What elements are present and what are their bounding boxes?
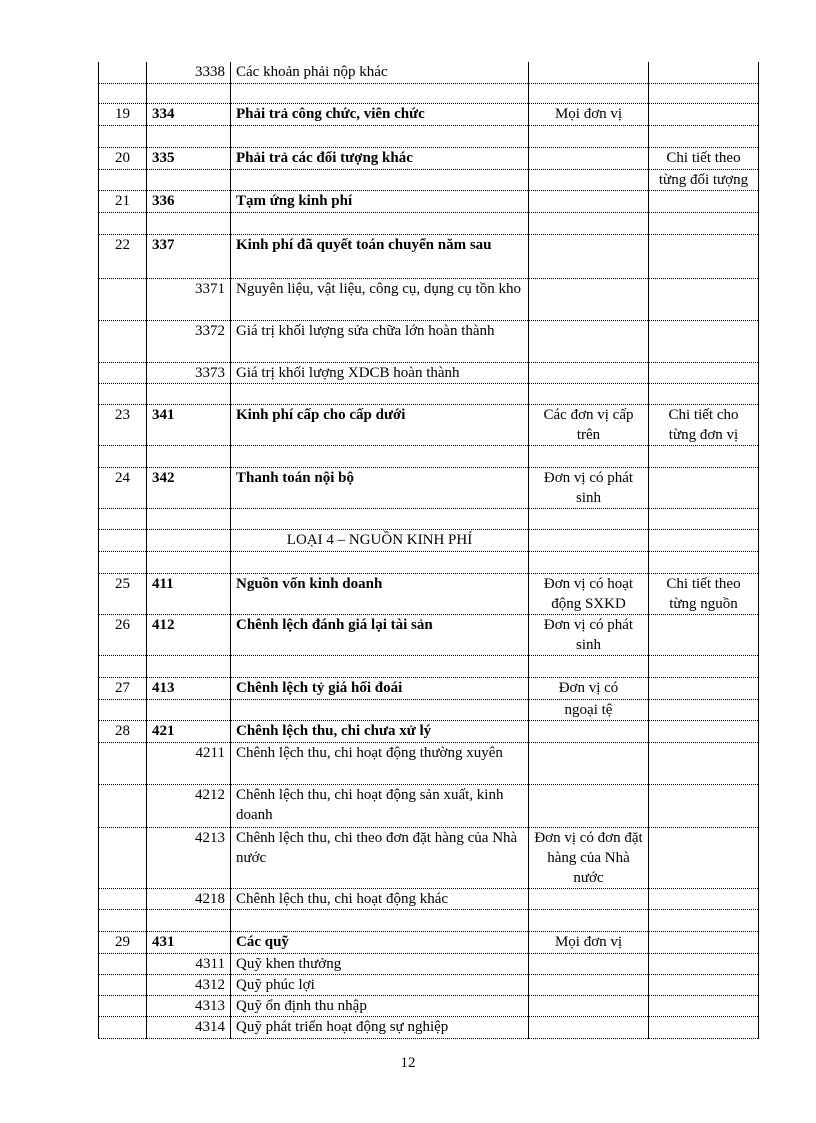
account-code: 341: [147, 404, 231, 445]
table-row: [99, 212, 759, 234]
table-row: [99, 720, 759, 742]
note: [649, 103, 759, 125]
sub-account-code: 4313: [147, 995, 231, 1016]
note: [649, 278, 759, 320]
account-code: [147, 655, 231, 677]
table-row: [99, 614, 759, 655]
account-name: Phải trả các đối tượng khác: [231, 147, 529, 169]
table-row: [99, 234, 759, 278]
account-name: Chênh lệch thu, chi hoạt động sản xuất, kinh doanh: [231, 784, 529, 827]
table-row: [99, 103, 759, 125]
note: [649, 212, 759, 234]
note: [649, 190, 759, 212]
row-number: [99, 1016, 147, 1038]
note: [649, 953, 759, 974]
applicable-unit: [529, 169, 649, 190]
applicable-unit: [529, 551, 649, 573]
applicable-unit: Các đơn vị cấp trên: [529, 404, 649, 445]
row-number: 29: [99, 931, 147, 953]
table-row: [99, 190, 759, 212]
table-row: [99, 445, 759, 467]
table-row: [99, 995, 759, 1016]
applicable-unit: [529, 190, 649, 212]
sub-account-code: 3338: [147, 62, 231, 83]
applicable-unit: [529, 742, 649, 784]
table-row: [99, 404, 759, 445]
account-name: Giá trị khối lượng XDCB hoàn thành: [231, 362, 529, 383]
note: [649, 362, 759, 383]
row-number: [99, 383, 147, 404]
account-name: Nguyên liệu, vật liệu, công cụ, dụng cụ tồn kho: [231, 278, 529, 320]
account-name: Chênh lệch đánh giá lại tài sản: [231, 614, 529, 655]
row-number: [99, 909, 147, 931]
row-number: [99, 974, 147, 995]
account-code: [147, 83, 231, 103]
note: [649, 742, 759, 784]
table-row: [99, 699, 759, 720]
note: [649, 699, 759, 720]
note: từng đối tượng: [649, 169, 759, 190]
account-code: [147, 169, 231, 190]
account-code: 334: [147, 103, 231, 125]
account-name: [231, 699, 529, 720]
note: [649, 320, 759, 362]
note: [649, 83, 759, 103]
account-name: [231, 445, 529, 467]
account-code: [147, 383, 231, 404]
row-number: [99, 827, 147, 888]
sub-account-code: 4218: [147, 888, 231, 909]
account-name: Các khoản phải nộp khác: [231, 62, 529, 83]
table-row: [99, 742, 759, 784]
row-number: 27: [99, 677, 147, 699]
note: [649, 467, 759, 508]
applicable-unit: [529, 234, 649, 278]
account-name: Quỹ phúc lợi: [231, 974, 529, 995]
applicable-unit: Đơn vị có phát sinh: [529, 614, 649, 655]
applicable-unit: Đơn vị có: [529, 677, 649, 699]
row-number: 20: [99, 147, 147, 169]
sub-account-code: 4312: [147, 974, 231, 995]
table-row: [99, 1016, 759, 1038]
account-name: Quỹ phát triển hoạt động sự nghiệp: [231, 1016, 529, 1038]
applicable-unit: [529, 83, 649, 103]
table-row: [99, 931, 759, 953]
row-number: [99, 320, 147, 362]
row-number: 22: [99, 234, 147, 278]
sub-account-code: 3371: [147, 278, 231, 320]
account-name: Chênh lệch thu, chi hoạt động khác: [231, 888, 529, 909]
account-code: 411: [147, 573, 231, 614]
table-row: [99, 467, 759, 508]
note: [649, 784, 759, 827]
row-number: 26: [99, 614, 147, 655]
applicable-unit: Mọi đơn vị: [529, 103, 649, 125]
applicable-unit: [529, 529, 649, 551]
account-name: Quỹ ổn định thu nhập: [231, 995, 529, 1016]
account-code: [147, 551, 231, 573]
note: [649, 62, 759, 83]
applicable-unit: [529, 953, 649, 974]
account-code: [147, 445, 231, 467]
accounts-table: [98, 62, 759, 1039]
account-name: Chênh lệch tỷ giá hối đoái: [231, 677, 529, 699]
table-row: [99, 362, 759, 383]
note: Chi tiết theo từng nguồn: [649, 573, 759, 614]
account-name: [231, 212, 529, 234]
applicable-unit: [529, 974, 649, 995]
applicable-unit: Mọi đơn vị: [529, 931, 649, 953]
table-row: [99, 953, 759, 974]
applicable-unit: [529, 1016, 649, 1038]
applicable-unit: [529, 784, 649, 827]
account-code: 421: [147, 720, 231, 742]
account-name: [231, 83, 529, 103]
table-row: [99, 909, 759, 931]
applicable-unit: [529, 212, 649, 234]
applicable-unit: [529, 125, 649, 147]
table-row: [99, 888, 759, 909]
account-name: [231, 125, 529, 147]
account-name: [231, 169, 529, 190]
note: [649, 383, 759, 404]
account-name: Quỹ khen thưởng: [231, 953, 529, 974]
row-number: [99, 655, 147, 677]
note: [649, 445, 759, 467]
applicable-unit: Đơn vị có hoạt động SXKD: [529, 573, 649, 614]
account-name: Chênh lệch thu, chi chưa xử lý: [231, 720, 529, 742]
note: [649, 995, 759, 1016]
applicable-unit: [529, 278, 649, 320]
note: Chi tiết theo: [649, 147, 759, 169]
applicable-unit: [529, 62, 649, 83]
note: [649, 888, 759, 909]
sub-account-code: 3372: [147, 320, 231, 362]
note: [649, 234, 759, 278]
table-row: [99, 278, 759, 320]
row-number: [99, 83, 147, 103]
table-row: [99, 125, 759, 147]
row-number: [99, 551, 147, 573]
note: [649, 720, 759, 742]
row-number: [99, 699, 147, 720]
row-number: 21: [99, 190, 147, 212]
note: [649, 931, 759, 953]
table-row: [99, 677, 759, 699]
applicable-unit: [529, 147, 649, 169]
account-code: [147, 212, 231, 234]
row-number: [99, 529, 147, 551]
sub-account-code: 4211: [147, 742, 231, 784]
table-row: [99, 62, 759, 83]
row-number: [99, 62, 147, 83]
account-name: Các quỹ: [231, 931, 529, 953]
row-number: 23: [99, 404, 147, 445]
account-code: 342: [147, 467, 231, 508]
account-code: 337: [147, 234, 231, 278]
table-row: [99, 83, 759, 103]
applicable-unit: [529, 720, 649, 742]
account-name: [231, 508, 529, 529]
row-number: [99, 888, 147, 909]
account-code: 336: [147, 190, 231, 212]
note: [649, 551, 759, 573]
row-number: 28: [99, 720, 147, 742]
account-code: 413: [147, 677, 231, 699]
sub-account-code: 3373: [147, 362, 231, 383]
account-name: Chênh lệch thu, chi hoạt động thường xuyên: [231, 742, 529, 784]
row-number: [99, 212, 147, 234]
row-number: [99, 278, 147, 320]
sub-account-code: 4311: [147, 953, 231, 974]
note: [649, 125, 759, 147]
note: [649, 529, 759, 551]
account-name: Chênh lệch thu, chi theo đơn đặt hàng của Nhà nước: [231, 827, 529, 888]
note: [649, 655, 759, 677]
sub-account-code: 4212: [147, 784, 231, 827]
account-name: Phải trả công chức, viên chức: [231, 103, 529, 125]
applicable-unit: [529, 362, 649, 383]
account-code: [147, 909, 231, 931]
sub-account-code: 4213: [147, 827, 231, 888]
table-row: [99, 655, 759, 677]
applicable-unit: [529, 320, 649, 362]
row-number: 19: [99, 103, 147, 125]
account-name: Nguồn vốn kinh doanh: [231, 573, 529, 614]
applicable-unit: Đơn vị có phát sinh: [529, 467, 649, 508]
row-number: 25: [99, 573, 147, 614]
table-row: [99, 320, 759, 362]
note: [649, 677, 759, 699]
applicable-unit: [529, 445, 649, 467]
account-name: [231, 909, 529, 931]
account-name: Tạm ứng kinh phí: [231, 190, 529, 212]
row-number: [99, 125, 147, 147]
page-number: 12: [400, 1055, 416, 1071]
row-number: [99, 362, 147, 383]
accounts-table-body: [99, 62, 759, 1038]
table-row: [99, 573, 759, 614]
account-name: Giá trị khối lượng sửa chữa lớn hoàn thành: [231, 320, 529, 362]
account-code: [147, 529, 231, 551]
account-name: [231, 551, 529, 573]
note: [649, 974, 759, 995]
account-name: Kinh phí đã quyết toán chuyển năm sau: [231, 234, 529, 278]
applicable-unit: Đơn vị có đơn đặt hàng của Nhà nước: [529, 827, 649, 888]
sub-account-code: 4314: [147, 1016, 231, 1038]
table-row: [99, 974, 759, 995]
note: Chi tiết cho từng đơn vị: [649, 404, 759, 445]
account-code: 335: [147, 147, 231, 169]
row-number: [99, 508, 147, 529]
table-row: [99, 169, 759, 190]
account-name: Thanh toán nội bộ: [231, 467, 529, 508]
account-name: Kinh phí cấp cho cấp dưới: [231, 404, 529, 445]
applicable-unit: [529, 909, 649, 931]
table-row: [99, 827, 759, 888]
table-row: [99, 784, 759, 827]
applicable-unit: [529, 508, 649, 529]
note: [649, 909, 759, 931]
table-row: [99, 508, 759, 529]
row-number: [99, 169, 147, 190]
row-number: [99, 953, 147, 974]
applicable-unit: [529, 655, 649, 677]
section-title: LOẠI 4 – NGUỒN KINH PHÍ: [231, 529, 529, 551]
note: [649, 827, 759, 888]
account-code: 412: [147, 614, 231, 655]
row-number: [99, 995, 147, 1016]
note: [649, 1016, 759, 1038]
row-number: [99, 784, 147, 827]
table-row: [99, 383, 759, 404]
applicable-unit: [529, 888, 649, 909]
row-number: [99, 742, 147, 784]
account-code: [147, 699, 231, 720]
table-row: [99, 551, 759, 573]
account-name: [231, 383, 529, 404]
table-row: [99, 529, 759, 551]
row-number: 24: [99, 467, 147, 508]
account-code: [147, 508, 231, 529]
applicable-unit: ngoại tệ: [529, 699, 649, 720]
account-name: [231, 655, 529, 677]
note: [649, 614, 759, 655]
table-row: [99, 147, 759, 169]
note: [649, 508, 759, 529]
row-number: [99, 445, 147, 467]
applicable-unit: [529, 995, 649, 1016]
account-code: 431: [147, 931, 231, 953]
applicable-unit: [529, 383, 649, 404]
account-code: [147, 125, 231, 147]
